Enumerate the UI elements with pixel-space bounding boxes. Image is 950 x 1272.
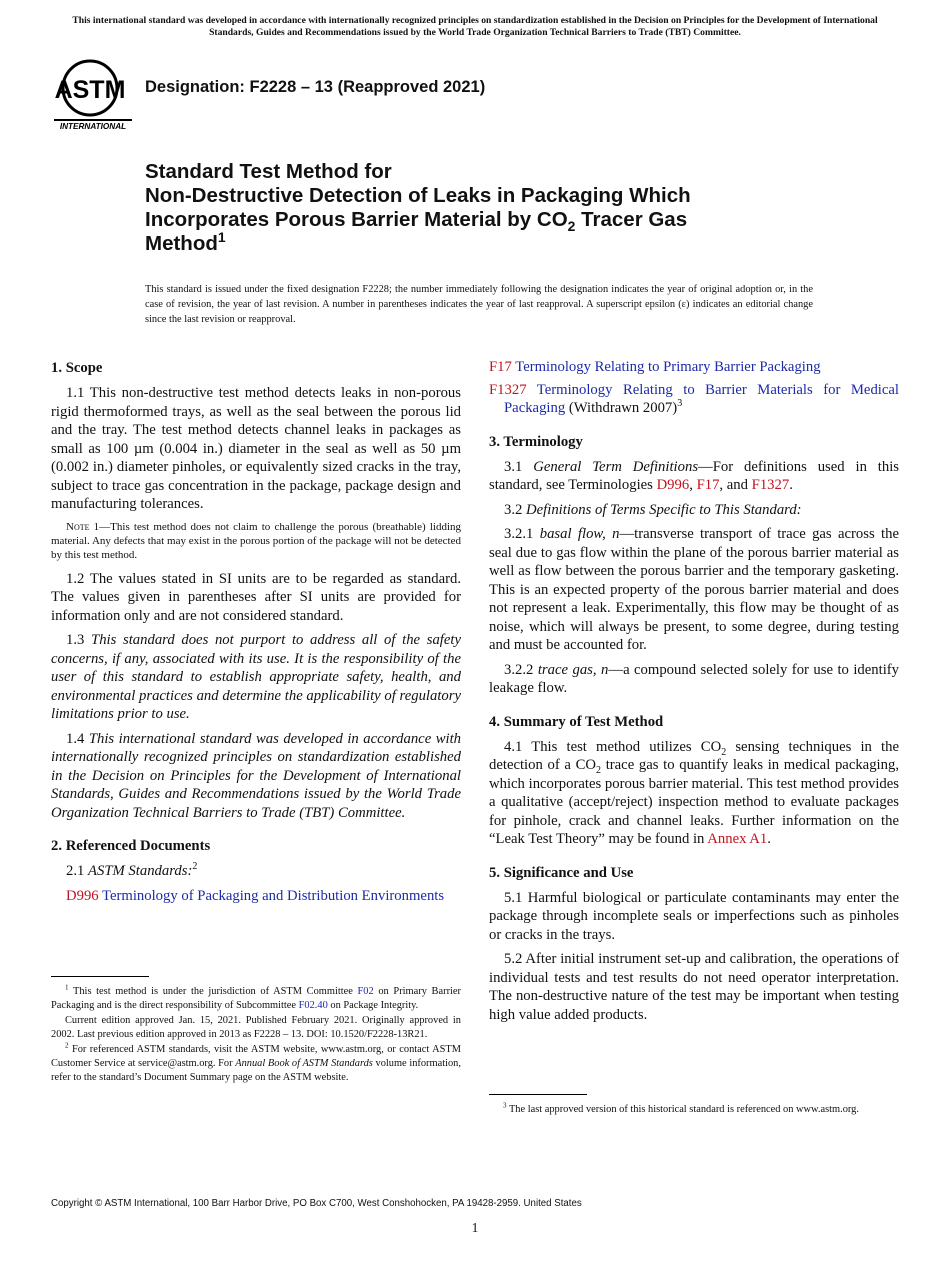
footnote-text: volume information, refer to the standard’s Document Summary page on the ASTM website. <box>51 1057 461 1083</box>
note-label: Note <box>66 520 90 533</box>
footnote-italic: Annual Book of ASTM Standards <box>235 1057 373 1069</box>
para-1-3 <box>51 631 461 724</box>
left-column <box>51 358 461 909</box>
footnote-marker: 2 <box>65 1041 69 1050</box>
note-text: 1—This test method does not claim to challenge the porous (breathable) lidding material. Any defects that may exist in the porous portion of the package will not be detected by this test method. <box>51 520 461 561</box>
subscript: 2 <box>721 746 727 758</box>
footnote-ref-2[interactable]: 2 <box>192 861 198 873</box>
section-2-heading: 2. Referenced Documents <box>51 838 211 854</box>
ref-f1327 <box>489 381 899 418</box>
title-line-2: Non-Destructive Detection of Leaks in Packaging Which <box>145 184 691 207</box>
separator: . <box>789 477 793 493</box>
ref-d996-title-link[interactable]: Terminology of Packaging and Distribution Environments <box>98 887 445 904</box>
footnote-marker: 1 <box>65 983 69 992</box>
section-4-heading: 4. Summary of Test Method <box>489 713 664 730</box>
footnote-text: The last approved version of this historical standard is referenced on www.astm.org. <box>506 1104 859 1115</box>
right-column <box>489 358 899 1030</box>
para-3-2 <box>489 501 899 520</box>
para-1-3-text: This standard does not purport to address all of the safety concerns, if any, associated with its use. It is the responsibility of the user of this standard to establish appropriate safety, health, and environmental practices and determine the applicability of regulatory limitations prior to use. <box>51 632 462 722</box>
preamble: This standard is issued under the fixed designation F2228; the number immediately following the designation indicates the year of original adoption or, in the case of revision, the year of last revision. A number in parentheses indicates the year of last reapproval. A superscript epsilon (ε) indicates an editorial change since the last revision or reapproval. <box>145 284 813 325</box>
para-1-4 <box>51 730 461 823</box>
footnote-divider <box>489 1094 587 1095</box>
para-number: 3.2.1 <box>504 526 540 542</box>
ref-f1327-title-link[interactable]: Terminology Relating to Barrier Materials for Medical Packaging <box>504 381 899 416</box>
para-text: —transverse transport of trace gas across the seal due to gas flow within the plane of the porous barrier material as well as flow between the porous barrier and the temporary gasketing. This is an expected property of the porous barrier material and does not represent a leak. Experimentally, this flow may be thought of as noise, which will always be present, to some degree, during testing and must be accounted for. <box>489 526 899 653</box>
section-1-heading: 1. Scope <box>51 360 103 376</box>
designation: Designation: F2228 – 13 (Reapproved 2021) <box>145 78 486 96</box>
ref-f17 <box>489 358 899 377</box>
footnote-1 <box>51 985 461 1012</box>
ref-f17-title-link[interactable]: Terminology Relating to Primary Barrier Packaging <box>511 359 821 375</box>
ref-f1327-withdrawn: (Withdrawn 2007) <box>565 400 678 416</box>
ref-f17-link[interactable]: F17 <box>489 359 512 375</box>
logo-subtext: INTERNATIONAL <box>59 122 127 131</box>
footnote-text: This test method is under the jurisdiction of ASTM Committee <box>68 986 358 997</box>
para-3-1 <box>489 458 899 495</box>
footnote-divider <box>51 976 149 977</box>
ref-f17-inline-link[interactable]: F17 <box>696 477 720 493</box>
section-3-heading: 3. Terminology <box>489 433 583 450</box>
subscript: 2 <box>596 764 602 776</box>
page-number: 1 <box>471 1220 479 1235</box>
footnote-text: on Package Integrity. <box>327 999 419 1011</box>
section-5-heading: 5. Significance and Use <box>489 864 634 881</box>
para-5-2: 5.2 After initial instrument set-up and calibration, the operations of individual tests and test results do not need operator interpretation. The non-destructive nature of the test may be important when testing high value added products. <box>489 951 899 1023</box>
document-title <box>145 160 845 256</box>
para-text: —a compound selected solely for use to identify leakage flow. <box>489 661 900 696</box>
footnote-1-edition: Current edition approved Jan. 15, 2021. Published February 2021. Originally approved in 2002. Last previous edition approved in 2013 as F2228 – 13. DOI: 10.1520/F2228-13R21. <box>51 1015 461 1040</box>
term: trace gas, n <box>537 661 609 678</box>
title-line-4 <box>145 229 845 256</box>
separator: , and <box>719 477 752 493</box>
para-1-1: 1.1 This non-destructive test method detects leaks in non-porous rigid thermoformed trays, as well as the seal between the porous lid and the tray. The test method detects channel leaks in packages as small as 100 µm (0.004 in.) diameter in the seal as well as 50 µm (0.002 in.) diameter pinholes, or equivalently sized cracks in the tray, subject to trace gas concentration in the package, package design and manufacturing tolerances. <box>51 385 461 512</box>
ref-d996-inline-link[interactable]: D996 <box>656 477 690 493</box>
copyright: Copyright © ASTM International, 100 Barr Harbor Drive, PO Box C700, West Conshohocken, PA 19428-2959. United States <box>51 1198 582 1209</box>
note-1 <box>51 520 461 562</box>
committee-f02-link[interactable]: F02 <box>357 986 374 997</box>
logo-text: ASTM <box>54 76 126 104</box>
para-number: 3.2.2 <box>504 661 538 678</box>
subcommittee-f0240-link[interactable]: F02.40 <box>298 999 328 1011</box>
para-number: 3.1 <box>504 458 534 475</box>
footnote-3 <box>489 1103 899 1117</box>
para-text: sensing techniques in the detection of a CO <box>489 738 899 773</box>
para-text: —For definitions used in this standard, see Terminologies <box>489 458 900 493</box>
para-2-1 <box>51 862 461 881</box>
title-line-3-end: Tracer Gas <box>575 208 688 231</box>
para-1-2: 1.2 The values stated in SI units are to be regarded as standard. The values given in parentheses after SI units are provided for information only and are not considered standard. <box>51 570 461 624</box>
tbt-notice: This international standard was developed in accordance with internationally recognized principles on standardization established in the Decision on Principles for the Development of International Standards, Guides and Recommendations issued by the World Trade Organization Technical Barriers to Trade (TBT) Committee. <box>72 15 878 38</box>
title-line-4-text: Method <box>145 232 218 255</box>
footnote-text: For referenced ASTM standards, visit the ASTM website, www.astm.org, or contact ASTM Customer Service at service@astm.org. For <box>51 1044 461 1069</box>
para-number: 1.3 <box>66 632 92 648</box>
ref-f1327-inline-link[interactable]: F1327 <box>751 477 790 493</box>
ref-d996-link[interactable]: D996 <box>66 887 99 904</box>
term: basal flow, n <box>539 526 620 542</box>
footnote-marker: 3 <box>503 1101 507 1110</box>
right-footnotes <box>489 1094 899 1119</box>
para-number: 2.1 <box>66 863 89 879</box>
ref-f1327-link[interactable]: F1327 <box>489 381 527 398</box>
para-number: 1.4 <box>66 730 89 747</box>
footnote-2 <box>51 1043 461 1084</box>
para-2-1-text: ASTM Standards: <box>88 863 193 879</box>
footnote-ref-3[interactable]: 3 <box>677 398 683 410</box>
term: General Term Definitions <box>533 458 699 475</box>
para-3-2-1 <box>489 525 899 655</box>
para-text: trace gas to quantify leaks in medical packaging, which incorporates porous barrier material. This test method provides a qualitative (accept/reject) inspection method to evaluate packages for pinhole, crack and channel leaks. Further information on the “Leak Test Theory” may be found in <box>489 757 899 847</box>
para-4-1 <box>489 738 899 849</box>
term: Definitions of Terms Specific to This Standard: <box>526 501 802 518</box>
annex-a1-link[interactable]: Annex A1 <box>707 831 768 847</box>
title-line-3 <box>145 208 845 235</box>
footnote-text: on Primary Barrier Packaging and is the direct responsibility of Subcommittee <box>51 986 461 1011</box>
left-footnotes <box>51 976 461 1086</box>
para-number: 3.2 <box>504 501 527 518</box>
title-subscript: 2 <box>567 218 576 235</box>
separator: . <box>767 831 771 847</box>
para-1-4-text: This international standard was developed in accordance with internationally recognized principles on standardization established in the Decision on Principles for the Development of International Standards, Guides and Recommendations issued by the World Trade Organization Technical Barriers to Trade (TBT) Committee. <box>51 730 461 821</box>
astm-logo-icon <box>52 58 134 132</box>
title-line-1: Standard Test Method for <box>145 160 392 183</box>
para-text: 4.1 This test method utilizes CO <box>504 738 722 755</box>
para-5-1: 5.1 Harmful biological or particulate contaminants may enter the package through incomplete seals or imperfections such as pinholes or cracks in the trays. <box>489 889 899 943</box>
title-line-3-text: Incorporates Porous Barrier Material by CO <box>145 208 568 231</box>
ref-d996 <box>66 887 461 906</box>
title-footnote-ref[interactable]: 1 <box>217 229 226 246</box>
separator: , <box>689 477 697 493</box>
para-3-2-2 <box>489 661 899 698</box>
